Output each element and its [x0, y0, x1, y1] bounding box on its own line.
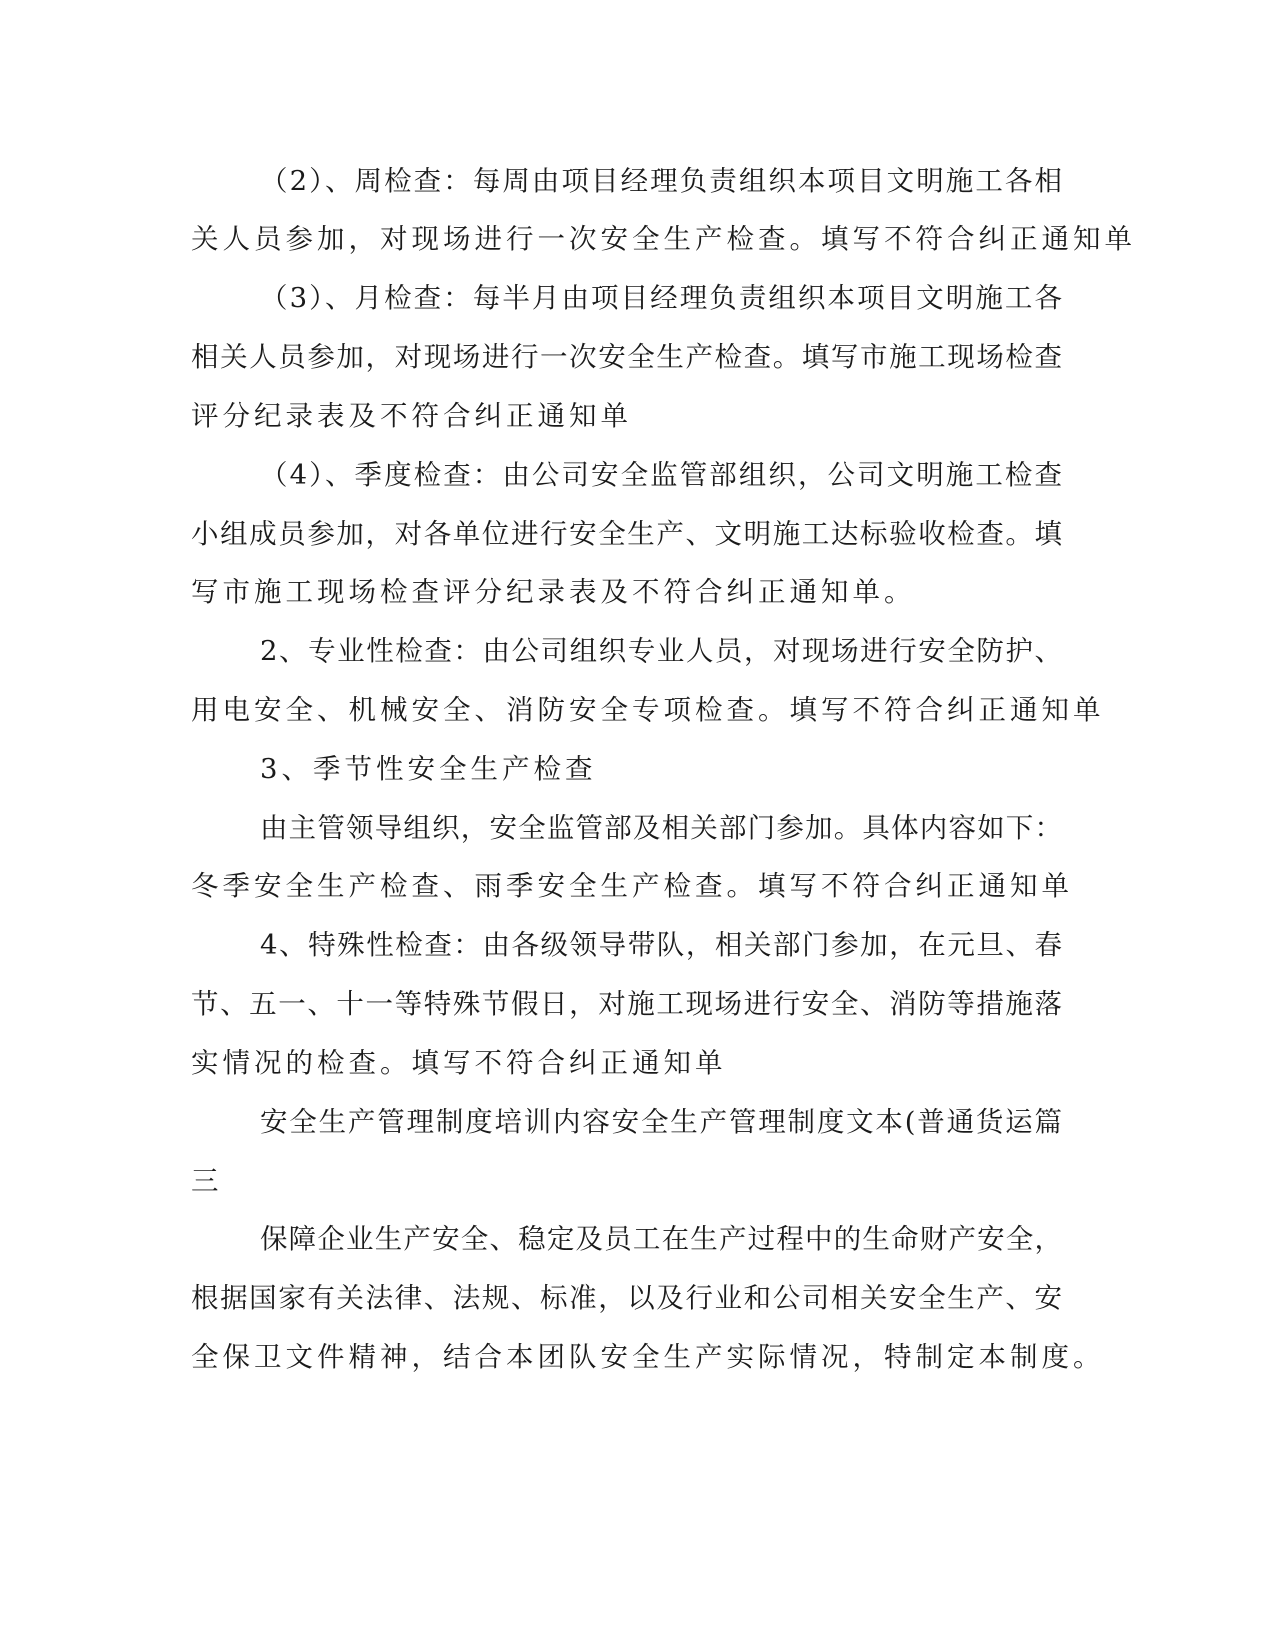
paragraph-line: 关人员参加，对现场进行一次安全生产检查。填写不符合纠正通知单	[191, 223, 1136, 255]
paragraph-line: （4）、季度检查：由公司安全监管部组织，公司文明施工检查	[260, 459, 1062, 491]
section-heading: 3、季节性安全生产检查	[260, 753, 597, 785]
paragraph-line: 写市施工现场检查评分纪录表及不符合纠正通知单。	[191, 576, 916, 608]
paragraph-line: 根据国家有关法律、法规、标准，以及行业和公司相关安全生产、安	[191, 1282, 1062, 1314]
paragraph-line: 2、专业性检查：由公司组织专业人员，对现场进行安全防护、	[260, 635, 1062, 667]
paragraph-line: 冬季安全生产检查、雨季安全生产检查。填写不符合纠正通知单	[191, 870, 1073, 902]
paragraph-line: 节、五一、十一等特殊节假日，对施工现场进行安全、消防等措施落	[191, 988, 1062, 1020]
paragraph-line: 实情况的检查。填写不符合纠正通知单	[191, 1047, 727, 1079]
paragraph-line: （2）、周检查：每周由项目经理负责组织本项目文明施工各相	[260, 165, 1062, 197]
paragraph-line: 保障企业生产安全、稳定及员工在生产过程中的生命财产安全，	[260, 1223, 1062, 1255]
paragraph-line: （3）、月检查：每半月由项目经理负责组织本项目文明施工各	[260, 282, 1062, 314]
paragraph-line: 三	[191, 1165, 223, 1197]
paragraph-line: 评分纪录表及不符合纠正通知单	[191, 400, 632, 432]
paragraph-line: 4、特殊性检查：由各级领导带队，相关部门参加，在元旦、春	[260, 929, 1062, 961]
paragraph-line: 全保卫文件精神，结合本团队安全生产实际情况，特制定本制度。	[191, 1341, 1105, 1373]
paragraph-line: 小组成员参加，对各单位进行安全生产、文明施工达标验收检查。填	[191, 518, 1062, 550]
paragraph-line: 相关人员参加，对现场进行一次安全生产检查。填写市施工现场检查	[191, 341, 1062, 373]
paragraph-line: 用电安全、机械安全、消防安全专项检查。填写不符合纠正通知单	[191, 694, 1105, 726]
paragraph-line: 由主管领导组织，安全监管部及相关部门参加。具体内容如下：	[260, 812, 1062, 844]
paragraph-line: 安全生产管理制度培训内容安全生产管理制度文本(普通货运篇	[260, 1106, 1062, 1138]
